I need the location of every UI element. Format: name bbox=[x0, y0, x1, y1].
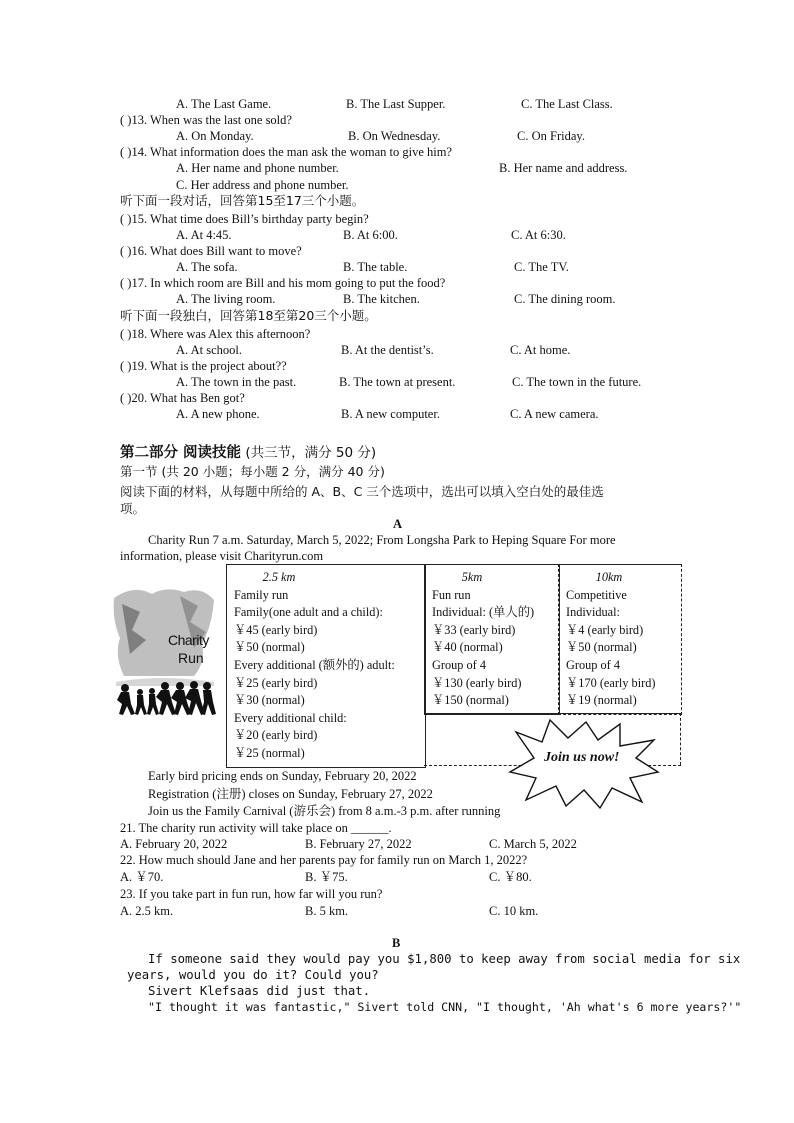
q16-stem: ( )16. What does Bill want to move? bbox=[120, 244, 302, 258]
logo-text-run: Run bbox=[178, 650, 204, 666]
col1-row: ￥30 (normal) bbox=[234, 693, 305, 708]
q18-option-a: A. At school. bbox=[176, 343, 242, 357]
q12-option-c: C. The Last Class. bbox=[521, 97, 613, 111]
col1-row: Every additional (额外的) adult: bbox=[234, 657, 395, 672]
q21-stem: 21. The charity run activity will take place on ______. bbox=[120, 821, 392, 835]
q14-option-c: C. Her address and phone number. bbox=[176, 178, 349, 192]
q19-option-a: A. The town in the past. bbox=[176, 375, 297, 389]
part2-title-bold: 第二部分 阅读技能 bbox=[120, 445, 242, 461]
q22-option-b: B. ￥75. bbox=[305, 870, 348, 884]
q18-option-c: C. At home. bbox=[510, 343, 571, 357]
q22-option-a: A. ￥70. bbox=[120, 870, 164, 884]
join-us-now-text: Join us now! bbox=[544, 750, 620, 765]
logo-text-charity: Charity bbox=[168, 632, 209, 648]
note-registration: Registration (注册) closes on Sunday, February 27, 2022 bbox=[148, 787, 433, 801]
col3-row: ￥170 (early bird) bbox=[566, 675, 656, 690]
col2-row: ￥130 (early bird) bbox=[432, 675, 522, 690]
col3-header: 10km bbox=[595, 570, 623, 584]
col2-row: Individual: (单人的) bbox=[432, 605, 535, 620]
col1-row: ￥20 (early bird) bbox=[234, 728, 318, 743]
q16-option-b: B. The table. bbox=[343, 260, 408, 274]
instruction-line-2: 项。 bbox=[120, 501, 146, 516]
col-2-5km bbox=[234, 569, 395, 763]
q15-option-b: B. At 6:00. bbox=[343, 228, 398, 242]
q21-option-b: B. February 27, 2022 bbox=[305, 837, 412, 851]
q20-option-c: C. A new camera. bbox=[510, 407, 599, 421]
passage-a-intro-1: Charity Run 7 a.m. Saturday, March 5, 2022; From Longsha Park to Heping Square For more bbox=[148, 533, 616, 547]
col3-row: Individual: bbox=[566, 605, 620, 620]
q23-stem: 23. If you take part in fun run, how far will you run? bbox=[120, 887, 383, 901]
passage-b-p1-line2: years, would you do it? Could you? bbox=[127, 968, 379, 982]
section1-heading: 第一节 (共 20 小题；每小题 2 分，满分 40 分) bbox=[120, 464, 385, 479]
col1-header: 2.5 km bbox=[262, 570, 296, 584]
col3-row: Group of 4 bbox=[566, 657, 620, 672]
col2-row: Group of 4 bbox=[432, 657, 486, 672]
q23-option-a: A. 2.5 km. bbox=[120, 904, 174, 918]
col1-row: ￥25 (early bird) bbox=[234, 675, 318, 690]
charity-run-logo bbox=[110, 582, 218, 727]
col2-row: ￥33 (early bird) bbox=[432, 622, 516, 637]
col3-row: ￥19 (normal) bbox=[566, 693, 637, 708]
note-carnival: Join us the Family Carnival (游乐会) from 8 a.m.-3 p.m. after running bbox=[148, 804, 501, 818]
passage-b-p1-line1: If someone said they would pay you $1,800 to keep away from social media for six bbox=[148, 952, 741, 966]
q18-option-b: B. At the dentist’s. bbox=[341, 343, 434, 357]
q13-stem: ( )13. When was the last one sold? bbox=[120, 113, 292, 127]
intro-18-20: 听下面一段独白，回答第18至第20三个小题。 bbox=[120, 308, 377, 323]
q13-option-c: C. On Friday. bbox=[517, 129, 585, 143]
q20-option-b: B. A new computer. bbox=[341, 407, 440, 421]
q19-option-c: C. The town in the future. bbox=[512, 375, 642, 389]
q21-option-a: A. February 20, 2022 bbox=[120, 837, 228, 851]
col1-row: ￥45 (early bird) bbox=[234, 622, 318, 637]
passage-b-p2: Sivert Klefsaas did just that. bbox=[148, 984, 371, 998]
passage-a-intro-2: information, please visit Charityrun.com bbox=[120, 549, 324, 563]
note-early-bird: Early bird pricing ends on Sunday, February 20, 2022 bbox=[148, 769, 417, 783]
join-us-now-burst bbox=[508, 718, 660, 810]
q17-option-b: B. The kitchen. bbox=[343, 292, 420, 306]
col3-row: ￥4 (early bird) bbox=[566, 622, 644, 637]
col1-row: Family run bbox=[234, 587, 289, 602]
q22-stem: 22. How much should Jane and her parents pay for family run on March 1, 2022? bbox=[120, 853, 528, 867]
q17-stem: ( )17. In which room are Bill and his mom going to put the food? bbox=[120, 276, 446, 290]
q14-option-a: A. Her name and phone number. bbox=[176, 161, 339, 175]
col3-row: ￥50 (normal) bbox=[566, 640, 637, 655]
col1-row: Family(one adult and a child): bbox=[234, 605, 383, 620]
q15-stem: ( )15. What time does Bill’s birthday party begin? bbox=[120, 212, 369, 226]
q17-option-a: A. The living room. bbox=[176, 292, 276, 306]
q18-stem: ( )18. Where was Alex this afternoon? bbox=[120, 327, 311, 341]
q20-option-a: A. A new phone. bbox=[176, 407, 260, 421]
instruction-line-1: 阅读下面的材料，从每题中所给的 A、B、C 三个选项中，选出可以填入空白处的最佳选 bbox=[120, 484, 604, 499]
col1-row: ￥50 (normal) bbox=[234, 640, 305, 655]
q14-option-b: B. Her name and address. bbox=[499, 161, 628, 175]
q20-stem: ( )20. What has Ben got? bbox=[120, 391, 245, 405]
col1-row: ￥25 (normal) bbox=[234, 745, 305, 760]
q15-option-a: A. At 4:45. bbox=[176, 228, 232, 242]
col2-row: ￥150 (normal) bbox=[432, 693, 509, 708]
col2-row: Fun run bbox=[432, 587, 471, 602]
q17-option-c: C. The dining room. bbox=[514, 292, 616, 306]
q23-option-b: B. 5 km. bbox=[305, 904, 349, 918]
part2-title-rest: (共三节，满分 50 分) bbox=[241, 445, 377, 461]
intro-15-17: 听下面一段对话，回答第15至17三个小题。 bbox=[120, 193, 365, 208]
q15-option-c: C. At 6:30. bbox=[511, 228, 566, 242]
q14-stem: ( )14. What information does the man ask the woman to give him? bbox=[120, 145, 452, 159]
q12-option-a: A. The Last Game. bbox=[176, 97, 272, 111]
q13-option-b: B. On Wednesday. bbox=[348, 129, 441, 143]
part2-title bbox=[120, 441, 376, 462]
q12-option-b: B. The Last Supper. bbox=[346, 97, 446, 111]
q19-option-b: B. The town at present. bbox=[339, 375, 456, 389]
col3-row: Competitive bbox=[566, 587, 627, 602]
q19-stem: ( )19. What is the project about?? bbox=[120, 359, 287, 373]
q16-option-c: C. The TV. bbox=[514, 260, 569, 274]
passage-a-letter: A bbox=[393, 517, 403, 531]
q21-option-c: C. March 5, 2022 bbox=[489, 837, 577, 851]
col-10km bbox=[566, 569, 655, 710]
col-5km bbox=[432, 569, 534, 710]
col2-row: ￥40 (normal) bbox=[432, 640, 503, 655]
passage-b-letter: B bbox=[392, 936, 401, 950]
q13-option-a: A. On Monday. bbox=[176, 129, 254, 143]
passage-b-p3: "I thought it was fantastic," Sivert told CNN, "I thought, 'Ah what's 6 more years?'" bbox=[148, 1000, 742, 1014]
col1-row: Every additional child: bbox=[234, 710, 347, 725]
q16-option-a: A. The sofa. bbox=[176, 260, 238, 274]
q23-option-c: C. 10 km. bbox=[489, 904, 539, 918]
col2-header: 5km bbox=[461, 570, 483, 584]
q22-option-c: C. ￥80. bbox=[489, 870, 532, 884]
